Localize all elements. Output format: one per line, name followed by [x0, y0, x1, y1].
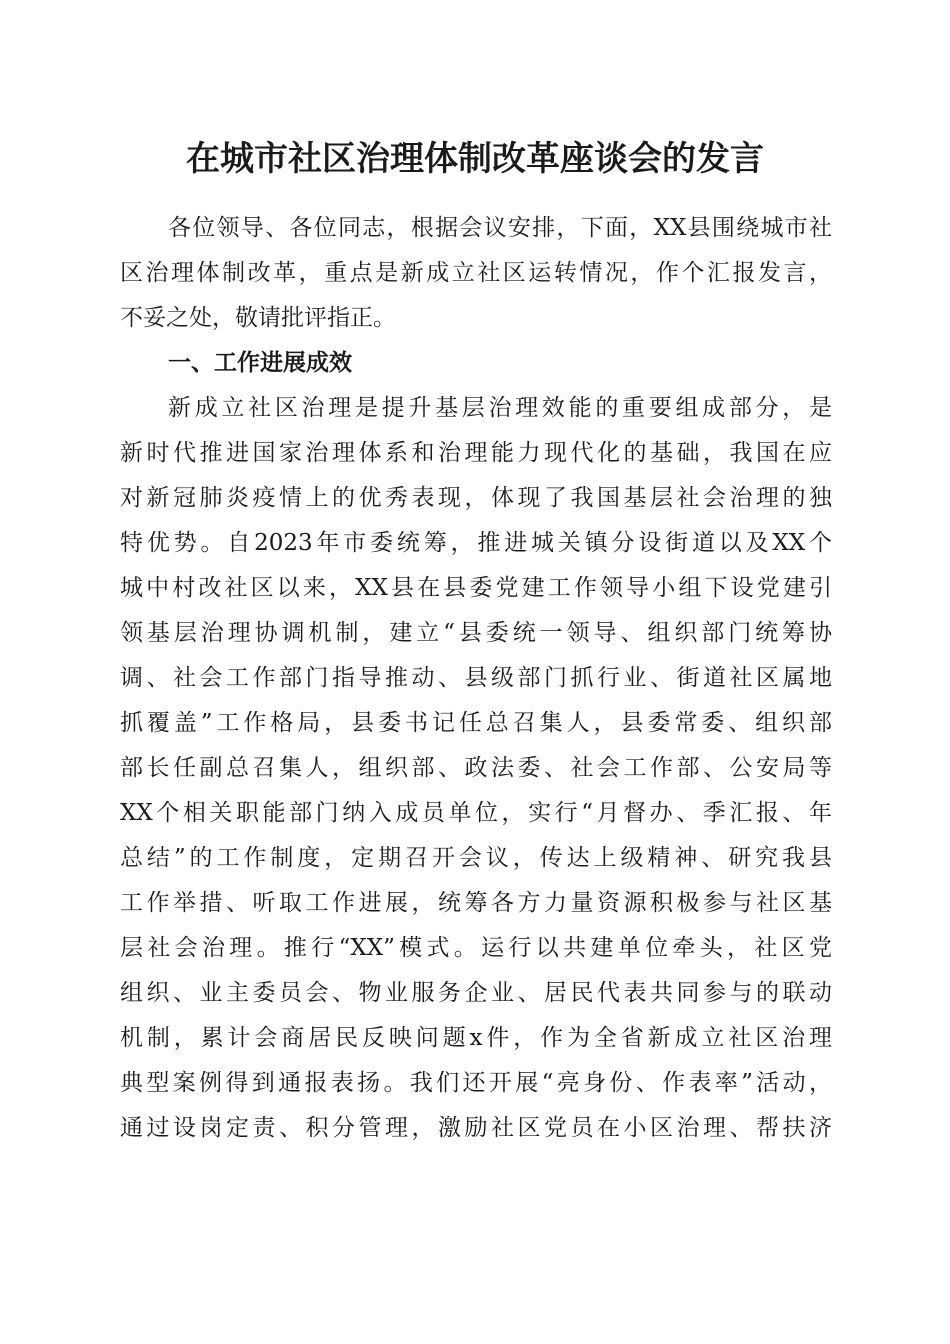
section-heading: 一、工作进展成效 — [168, 350, 352, 376]
intro-line: 区治理体制改革，重点是新成立社区运转情况，作个汇报发言， — [120, 260, 832, 286]
paragraph-line: 新时代推进国家治理体系和治理能力现代化的基础，我国在应 — [120, 440, 832, 466]
intro-line: 各位领导、各位同志，根据会议安排，下面，XX县围绕城市社 — [168, 215, 832, 241]
paragraph-line: 组织、业主委员会、物业服务企业、居民代表共同参与的联动 — [120, 980, 832, 1006]
paragraph-line: 对新冠肺炎疫情上的优秀表现，体现了我国基层社会治理的独 — [120, 485, 832, 511]
paragraph-line: 部长任副总召集人，组织部、政法委、社会工作部、公安局等 — [120, 755, 832, 781]
document-body — [120, 206, 832, 1151]
paragraph-line: 机制，累计会商居民反映问题x件，作为全省新成立社区治理 — [120, 1025, 832, 1051]
paragraph-line: 总结”的工作制度，定期召开会议，传达上级精神、研究我县 — [120, 845, 832, 871]
paragraph-line: 城中村改社区以来，XX县在县委党建工作领导小组下设党建引 — [120, 575, 832, 601]
paragraph-line: 通过设岗定责、积分管理，激励社区党员在小区治理、帮扶济 — [120, 1115, 832, 1141]
paragraph-line: 领基层治理协调机制，建立“县委统一领导、组织部门统筹协 — [120, 620, 832, 646]
paragraph-line: 调、社会工作部门指导推动、县级部门抓行业、街道社区属地 — [120, 665, 832, 691]
paragraph-line: 抓覆盖”工作格局，县委书记任总召集人，县委常委、组织部 — [120, 710, 832, 736]
paragraph-line: 特优势。自2023年市委统筹，推进城关镇分设街道以及XX个 — [120, 530, 832, 556]
document-title: 在城市社区治理体制改革座谈会的发言 — [186, 139, 764, 179]
intro-line: 不妥之处，敬请批评指正。 — [120, 305, 396, 331]
paragraph-line: 层社会治理。推行“XX”模式。运行以共建单位牵头，社区党 — [120, 935, 832, 961]
paragraph-line: 典型案例得到通报表扬。我们还开展“亮身份、作表率”活动， — [120, 1070, 832, 1096]
paragraph-line: 工作举措、听取工作进展，统筹各方力量资源积极参与社区基 — [120, 890, 832, 916]
paragraph-line: 新成立社区治理是提升基层治理效能的重要组成部分，是 — [168, 395, 832, 421]
paragraph-line: XX个相关职能部门纳入成员单位，实行“月督办、季汇报、年 — [120, 800, 832, 826]
